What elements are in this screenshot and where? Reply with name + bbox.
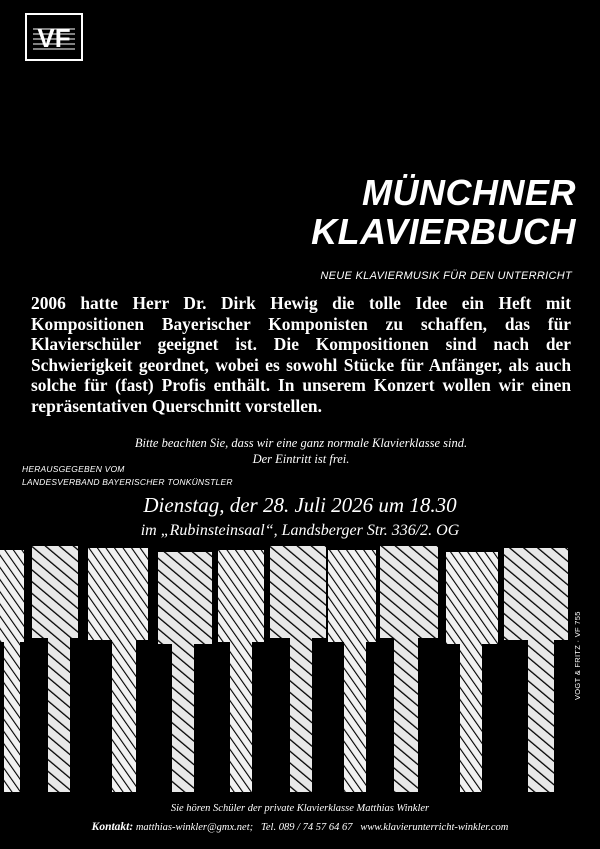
notice-line-2: Der Eintritt ist frei. (252, 452, 350, 466)
title-line-1: MÜNCHNER (362, 172, 576, 213)
publisher-logo (25, 13, 83, 61)
piano-key-top (32, 546, 78, 638)
contact-website[interactable]: www.klavierunterricht-winkler.com (360, 822, 509, 833)
piano-key-top (380, 546, 438, 638)
event-date: Dienstag, der 28. Juli 2026 um 18.30 (143, 493, 457, 517)
subtitle: NEUE KLAVIERMUSIK FÜR DEN UNTERRICHT (320, 270, 572, 282)
piano-key-top (504, 548, 568, 640)
contact-phone: Tel. 089 / 74 57 64 67 (260, 822, 353, 833)
piano-key-stem (112, 636, 136, 792)
piano-key-top (158, 552, 212, 644)
print-credit: VOGT & FRITZ · VF 755 (573, 611, 582, 700)
piano-key-stem (230, 638, 252, 792)
piano-key-top (270, 546, 326, 638)
publisher-line-1: HERAUSGEGEBEN VOM (22, 464, 125, 474)
piano-key-top (446, 552, 498, 644)
piano-key-stem (528, 636, 554, 792)
title-line-2: KLAVIERBUCH (311, 211, 576, 252)
piano-keys-illustration (0, 544, 600, 796)
piano-key-stem (344, 638, 366, 792)
piano-key-stem (290, 634, 312, 792)
piano-key-stem (460, 640, 482, 792)
contact-email[interactable]: matthias-winkler@gmx.net; (135, 822, 254, 833)
piano-key-top (218, 550, 264, 642)
piano-key-top (328, 550, 376, 642)
piano-key-top (88, 548, 148, 640)
piano-key-stem (48, 634, 70, 792)
piano-key-stem (394, 634, 418, 792)
vf-logo-icon (27, 15, 81, 59)
piano-key-stem (172, 640, 194, 792)
contact-label: Kontakt: (91, 821, 134, 833)
piano-key-stem (4, 638, 20, 792)
notice-line-1: Bitte beachten Sie, dass wir eine ganz normale Klavierklasse sind. (134, 436, 468, 450)
event-venue: im „Rubinsteinsaal“, Landsberger Str. 336/2. OG (140, 522, 460, 539)
piano-key-top (0, 550, 24, 642)
footer-contact (0, 821, 600, 833)
description-paragraph: 2006 hatte Herr Dr. Dirk Hewig die tolle Idee ein Heft mit Kompositionen Bayerischer Komponisten zu schaffen, das für Klavierschüler geeignet ist. Die Kompositionen sind nach der Schwierigkeit geordnet, wobei es sowohl Stücke für Anfänger, als auch solche für (fast) Profis enthält. In unserem Konzert wollen wir einen repräsentativen Querschnitt vorstellen. (31, 293, 571, 416)
svg-text:VF: VF (37, 23, 71, 53)
footer-students: Sie hören Schüler der private Klavierklasse Matthias Winkler (170, 803, 430, 814)
publisher-line-2: LANDESVERBAND BAYERISCHER TONKÜNSTLER (22, 477, 233, 487)
publisher-credit (22, 463, 233, 489)
